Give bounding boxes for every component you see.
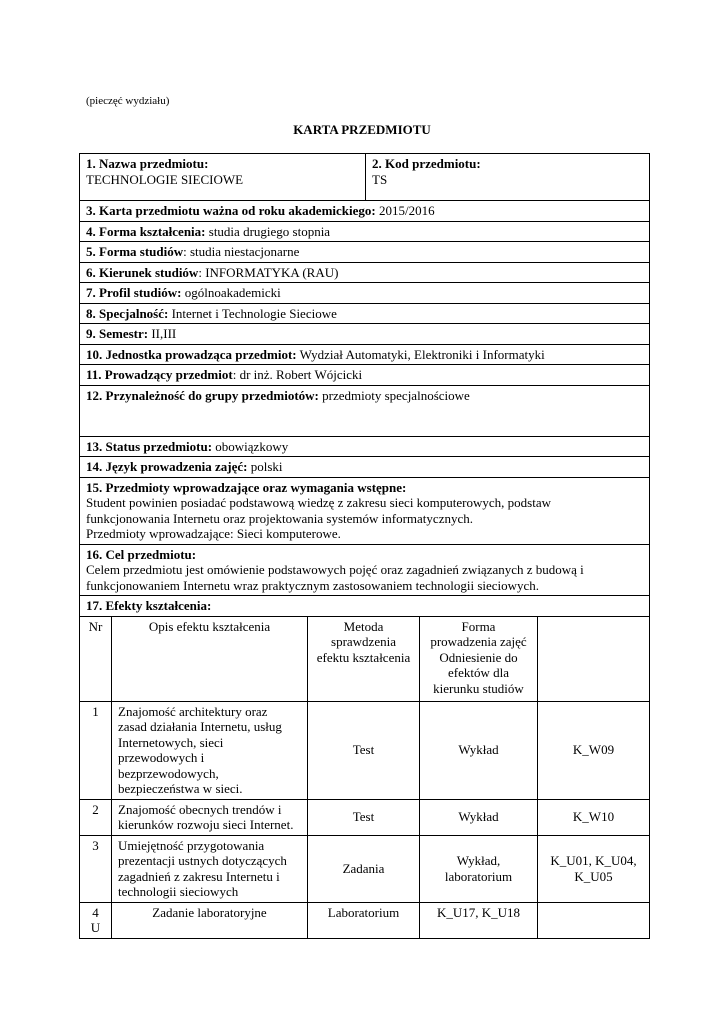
header-form-line: efektów dla [447, 665, 509, 680]
field-row-5 [80, 242, 650, 263]
field-row-12 [80, 385, 650, 436]
table-row [80, 799, 650, 835]
header-form-line: Forma [461, 618, 496, 634]
field-row-10 [80, 344, 650, 365]
course-status-value: obowiązkowy [212, 438, 289, 454]
semester-label: 9. Semestr: [86, 326, 149, 341]
study-profile-value: ogólnoakademicki [181, 285, 281, 300]
outcome-class-form: Wykład [420, 799, 538, 835]
course-name-label: 1. Nazwa przedmiotu: [86, 156, 209, 171]
semester-value: II,III [148, 326, 177, 341]
header-outcome-description: Opis efektu kształcenia [112, 616, 308, 701]
outcomes-header-row [80, 616, 650, 701]
document-title: KARTA PRZEDMIOTU [293, 122, 431, 137]
field-row-3 [80, 201, 650, 222]
education-form-value: studia drugiego stopnia [205, 223, 331, 239]
outcome-reference: K_W10 [538, 799, 650, 835]
prerequisites-line: Student powinien posiadać podstawową wiedzę z zakresu sieci komputerowych, podstaw [86, 495, 551, 510]
study-profile-label: 7. Profil studiów: [86, 285, 182, 300]
course-name-value: TECHNOLOGIE SIECIOWE [86, 171, 244, 187]
course-code-label: 2. Kod przedmiotu: [372, 156, 481, 171]
course-code-cell [366, 154, 650, 201]
study-profile-cell [80, 283, 650, 304]
header-form-line: kierunku studiów [433, 680, 524, 696]
outcome-nr-line: 4 [92, 904, 99, 920]
outcome-nr-line: U [90, 920, 101, 935]
course-goal-cell [80, 544, 650, 596]
course-status-cell [80, 436, 650, 457]
outcome-nr: 1 [80, 701, 112, 799]
lecturer-value: : dr inż. Robert Wójcicki [232, 367, 363, 382]
header-method-line: Metoda [343, 618, 384, 634]
outcome-class-form: K_U17, K_U18 [420, 902, 538, 938]
course-code-value: TS [372, 171, 388, 187]
field-row-16 [80, 544, 650, 596]
course-name-cell [80, 154, 366, 201]
outcome-method: Laboratorium [308, 902, 420, 938]
field-row-14 [80, 457, 650, 478]
course-goal-line: Celem przedmiotu jest omówienie podstawowych pojęć oraz zagadnień związanych z budową i [86, 562, 584, 577]
specialty-cell [80, 303, 650, 324]
specialty-value: Internet i Technologie Sieciowe [168, 305, 337, 321]
outcome-line: Znajomość obecnych trendów i [118, 801, 282, 817]
learning-outcomes-label: 17. Efekty kształcenia: [86, 598, 212, 613]
header-class-form [420, 616, 538, 701]
study-form-cell [80, 242, 650, 263]
header-verification-method [308, 616, 420, 701]
study-form-label: 5. Forma studiów [86, 244, 184, 259]
header-method-line: efektu kształcenia [316, 649, 411, 665]
unit-cell [80, 344, 650, 365]
table-row [80, 835, 650, 902]
field-of-study-cell [80, 262, 650, 283]
course-group-cell [80, 385, 650, 436]
outcome-nr [80, 902, 112, 938]
outcome-class-form: Wykład [420, 701, 538, 799]
outcome-method: Zadania [308, 835, 420, 902]
field-of-study-label: 6. Kierunek studiów [86, 264, 199, 280]
outcome-nr: 2 [80, 799, 112, 835]
outcome-line: bezpieczeństwa w sieci. [118, 781, 243, 796]
field-row-13 [80, 436, 650, 457]
prerequisites-line: Przedmioty wprowadzające: Sieci komputerowe. [86, 526, 341, 541]
study-form-value: : studia niestacjonarne [183, 244, 300, 259]
lecturer-label: 11. Prowadzący przedmiot [86, 367, 233, 382]
field-row-6 [80, 262, 650, 283]
header-method-line: sprawdzenia [331, 634, 396, 649]
outcome-reference: K_W09 [538, 701, 650, 799]
outcome-line: kierunków rozwoju sieci Internet. [118, 817, 294, 832]
faculty-stamp-label: (pieczęć wydziału) [86, 95, 170, 107]
course-group-label: 12. Przynależność do grupy przedmiotów: [86, 387, 319, 403]
field-row-11 [80, 365, 650, 386]
field-row-9 [80, 324, 650, 345]
valid-year-cell [80, 201, 650, 222]
course-card-table [79, 153, 650, 939]
course-goal-label: 16. Cel przedmiotu: [86, 546, 197, 562]
learning-outcomes-label-cell [80, 596, 650, 617]
outcome-line: bezprzewodowych, [118, 765, 219, 781]
outcome-reference [538, 902, 650, 938]
outcome-method: Test [308, 799, 420, 835]
field-row-15 [80, 477, 650, 544]
outcome-description [112, 799, 308, 835]
valid-year-label: 3. Karta przedmiotu ważna od roku akademickiego: [86, 203, 376, 218]
course-status-label: 13. Status przedmiotu: [86, 438, 213, 454]
outcome-description: Zadanie laboratoryjne [112, 902, 308, 938]
outcome-line: przewodowych i [118, 750, 205, 765]
field-of-study-value: : INFORMATYKA (RAU) [198, 264, 339, 280]
prerequisites-label: 15. Przedmioty wprowadzające oraz wymagania wstępne: [86, 479, 407, 495]
outcome-line: prezentacji ustnych dotyczących [118, 853, 287, 868]
outcome-reference-line: K_U05 [574, 868, 613, 884]
field-row-4 [80, 221, 650, 242]
outcome-line: zagadnień z zakresu Internetu i [118, 868, 280, 884]
table-row [80, 902, 650, 938]
unit-label: 10. Jednostka prowadząca przedmiot: [86, 346, 297, 362]
outcome-line: technologii sieciowych [118, 884, 239, 899]
header-form-line: prowadzenia zajęć [430, 634, 527, 649]
lecturer-cell [80, 365, 650, 386]
education-form-label: 4. Forma kształcenia: [86, 223, 206, 239]
unit-value: Wydział Automatyki, Elektroniki i Informatyki [296, 346, 545, 362]
outcome-description [112, 835, 308, 902]
prerequisites-cell [80, 477, 650, 544]
semester-cell [80, 324, 650, 345]
outcome-line: Internetowych, sieci [118, 734, 224, 750]
field-row-1-2 [80, 154, 650, 201]
table-row [80, 701, 650, 799]
language-label: 14. Język prowadzenia zajęć: [86, 459, 248, 474]
prerequisites-line: funkcjonowania Internetu oraz projektowania systemów informatycznych. [86, 510, 473, 526]
specialty-label: 8. Specjalność: [86, 305, 169, 321]
outcome-line: Umiejętność przygotowania [118, 837, 265, 853]
course-group-value: przedmioty specjalnościowe [318, 387, 470, 403]
outcome-line: zasad działania Internetu, usług [118, 719, 282, 734]
header-nr: Nr [80, 616, 112, 701]
outcome-nr: 3 [80, 835, 112, 902]
outcome-form-line: laboratorium [444, 868, 513, 884]
header-reference-empty [538, 616, 650, 701]
valid-year-value: 2015/2016 [375, 203, 435, 218]
outcome-class-form [420, 835, 538, 902]
outcome-method: Test [308, 701, 420, 799]
field-row-17 [80, 596, 650, 617]
outcome-form-line: Wykład, [456, 853, 501, 868]
header-form-line: Odniesienie do [439, 649, 518, 665]
education-form-cell [80, 221, 650, 242]
field-row-8 [80, 303, 650, 324]
outcome-reference [538, 835, 650, 902]
course-goal-line: funkcjonowaniem Internetu wraz praktycznym zastosowaniem technologii sieciowych. [86, 577, 540, 593]
outcome-reference-line: K_U01, K_U04, [550, 853, 637, 868]
field-row-7 [80, 283, 650, 304]
outcome-description [112, 701, 308, 799]
outcome-line: Znajomość architektury oraz [118, 703, 268, 719]
language-cell [80, 457, 650, 478]
language-value: polski [247, 459, 283, 474]
